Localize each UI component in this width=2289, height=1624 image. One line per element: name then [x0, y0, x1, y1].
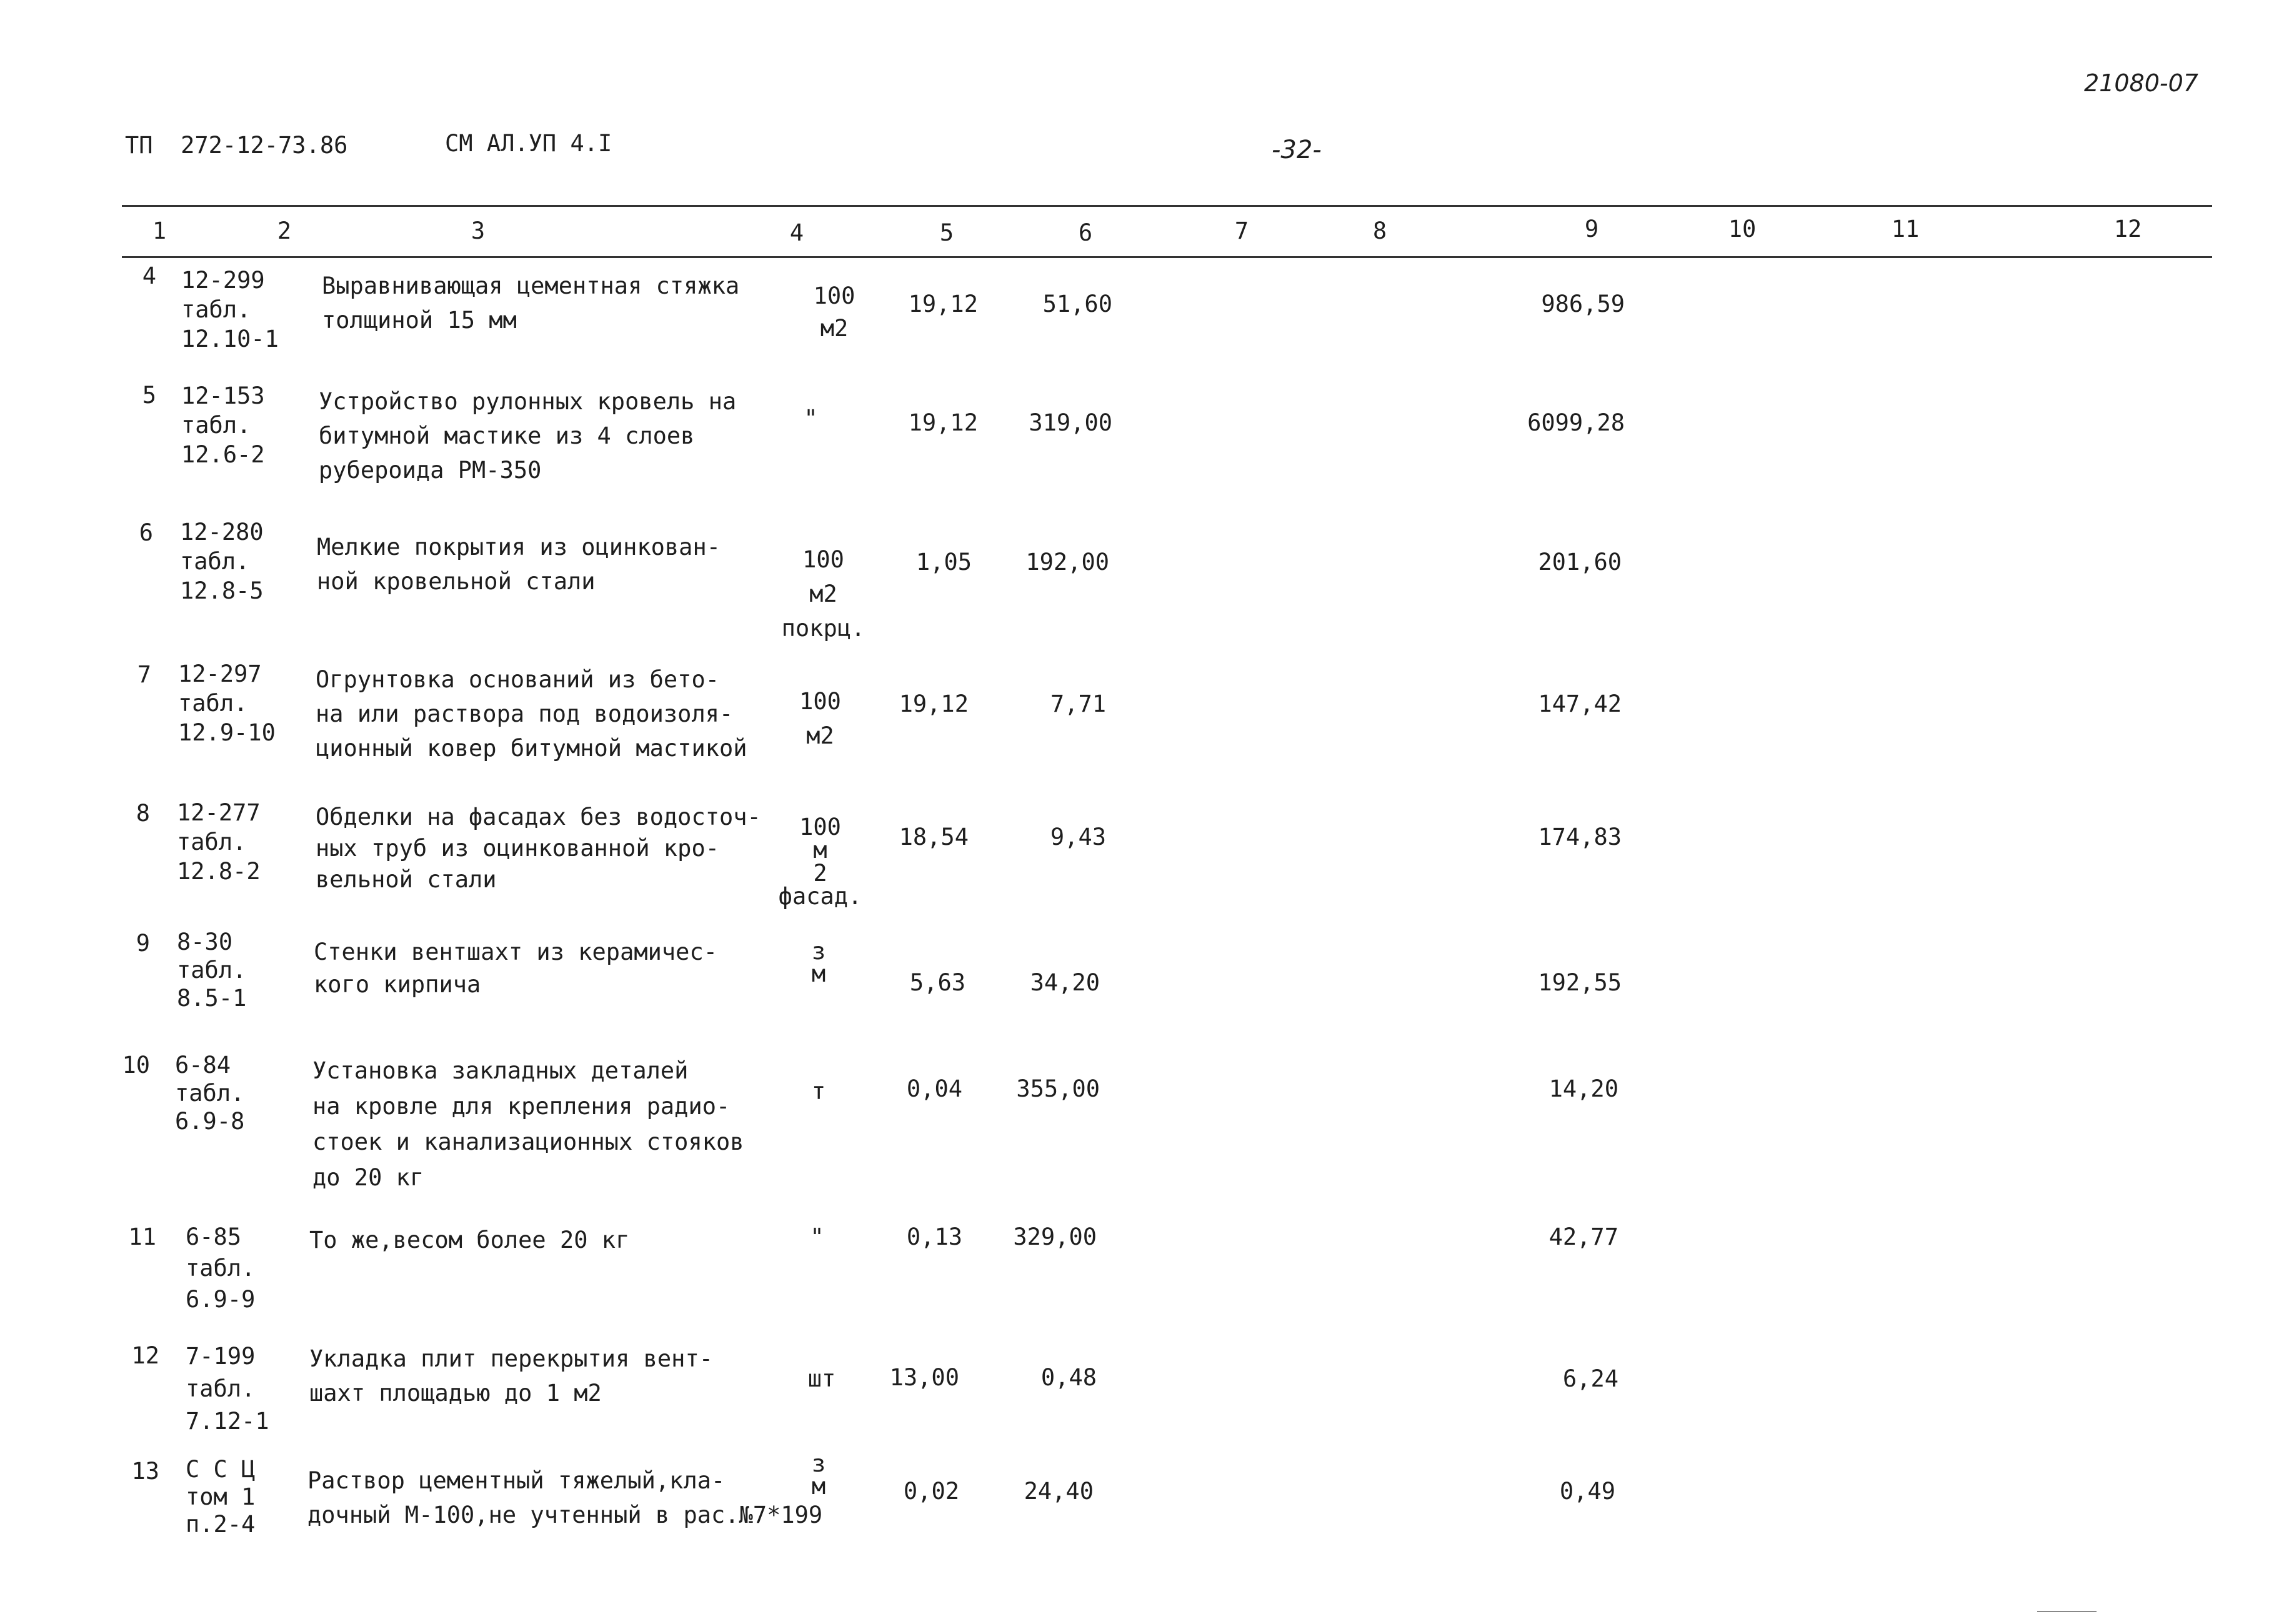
quantity: 0,04	[906, 1075, 962, 1102]
row-number: 6	[139, 519, 153, 546]
unit-price: 7,71	[1050, 690, 1106, 717]
row-number: 8	[136, 800, 150, 827]
total-cost: 174,83	[1538, 824, 1622, 850]
quantity: 1,05	[915, 549, 972, 575]
work-description: Выравнивающая цементная стяжка толщиной 15 мм	[322, 272, 740, 334]
column-header-11: 11	[1891, 216, 1920, 242]
column-header-6: 6	[1078, 219, 1093, 246]
work-description: Стенки вентшахт из керамичес- кого кирпича	[314, 939, 718, 998]
unit-of-measure: з м	[811, 938, 826, 987]
unit-of-measure: шт	[807, 1365, 836, 1392]
rate-code: 6-85 табл. 6.9-9	[186, 1223, 256, 1313]
page-number: -32-	[1272, 136, 1322, 164]
unit-price: 355,00	[1016, 1075, 1100, 1102]
work-description: Огрунтовка оснований из бето- на или раствора под водоизоля- ционный ковер битумной мастикой	[316, 666, 747, 762]
unit-price: 0,48	[1040, 1364, 1097, 1391]
quantity: 5,63	[909, 969, 965, 996]
rate-code: 12-299 табл. 12.10-1	[181, 267, 279, 352]
work-description: Обделки на фасадах без водосточ- ных труб из оцинкованной кро- вельной стали	[316, 804, 761, 893]
quantity: 0,02	[903, 1478, 959, 1505]
work-description: Укладка плит перекрытия вент- шахт площадью до 1 м2	[309, 1345, 714, 1407]
row-number: 5	[142, 382, 156, 409]
column-header-5: 5	[939, 219, 954, 246]
quantity: 19,12	[899, 690, 969, 717]
rate-code: 12-153 табл. 12.6-2	[181, 382, 265, 468]
total-cost: 201,60	[1538, 549, 1622, 575]
column-header-4: 4	[789, 219, 804, 246]
column-header-8: 8	[1372, 217, 1387, 244]
work-description: Мелкие покрытия из оцинкован- ной кровельной стали	[317, 534, 721, 595]
unit-price: 319,00	[1029, 409, 1112, 436]
quantity: 19,12	[908, 409, 978, 436]
rate-code: С С Ц том 1 п.2-4	[186, 1456, 256, 1538]
unit-price: 192,00	[1025, 549, 1109, 575]
unit-of-measure: 100 м2	[799, 688, 841, 749]
row-number: 12	[131, 1342, 159, 1369]
quantity: 19,12	[908, 291, 978, 317]
column-header-10: 10	[1728, 216, 1757, 242]
total-cost: 0,49	[1559, 1478, 1615, 1505]
row-number: 9	[136, 930, 150, 957]
work-description: То же,весом более 20 кг	[309, 1227, 630, 1253]
unit-price: 24,40	[1024, 1478, 1094, 1505]
unit-of-measure: 100 м2	[813, 282, 855, 342]
rate-code: 12-280 табл. 12.8-5	[180, 519, 264, 604]
total-cost: 6,24	[1562, 1365, 1618, 1392]
work-description: Раствор цементный тяжелый,кла- дочный М-100,не учтенный в рас.№7*199	[307, 1467, 823, 1528]
column-header-3: 3	[471, 217, 486, 244]
row-number: 7	[137, 661, 151, 688]
column-header-rule	[122, 256, 2212, 258]
rate-code: 12-277 табл. 12.8-2	[177, 799, 261, 885]
unit-of-measure: 100 м 2 фасад.	[778, 814, 862, 910]
column-header-9: 9	[1584, 216, 1599, 242]
unit-price: 34,20	[1030, 969, 1100, 996]
row-number: 10	[122, 1052, 150, 1079]
archive-stamp: 21080-07	[2084, 69, 2198, 97]
rate-code: 8-30 табл. 8.5-1	[177, 929, 247, 1012]
quantity: 13,00	[889, 1364, 959, 1391]
work-description: Устройство рулонных кровель на битумной мастике из 4 слоев рубероида РМ-350	[319, 388, 737, 484]
total-cost: 192,55	[1538, 969, 1622, 996]
work-description: Установка закладных деталей на кровле для крепления радио- стоек и канализационных стояков до 20 кг	[312, 1057, 744, 1191]
unit-price: 51,60	[1042, 291, 1112, 317]
series-code: СМ АЛ.УП 4.I	[445, 130, 612, 157]
total-cost: 147,42	[1538, 690, 1622, 717]
row-number: 4	[142, 262, 156, 289]
unit-price: 329,00	[1013, 1223, 1097, 1250]
unit-of-measure: 100 м2 покрц.	[781, 546, 865, 642]
quantity: 18,54	[899, 824, 969, 850]
document-code: ТП 272-12-73.86	[125, 132, 348, 159]
total-cost: 6099,28	[1527, 409, 1625, 436]
unit-of-measure: з м	[811, 1450, 826, 1500]
footer-mark	[2037, 1611, 2097, 1612]
total-cost: 14,20	[1548, 1075, 1618, 1102]
unit-of-measure: т	[811, 1078, 826, 1105]
column-header-2: 2	[277, 217, 292, 244]
row-number: 11	[128, 1223, 156, 1250]
column-header-12: 12	[2113, 216, 2142, 242]
unit-of-measure: "	[810, 1223, 824, 1250]
unit-price: 9,43	[1050, 824, 1106, 850]
total-cost: 42,77	[1548, 1223, 1618, 1250]
column-header-1: 1	[152, 217, 167, 244]
rate-code: 7-199 табл. 7.12-1	[186, 1343, 269, 1435]
unit-of-measure: "	[804, 405, 818, 432]
column-header-7: 7	[1234, 217, 1249, 244]
total-cost: 986,59	[1541, 291, 1625, 317]
rate-code: 6-84 табл. 6.9-8	[175, 1052, 245, 1135]
row-number: 13	[131, 1458, 159, 1485]
rate-code: 12-297 табл. 12.9-10	[178, 660, 276, 746]
table-top-rule	[122, 205, 2212, 207]
quantity: 0,13	[906, 1223, 962, 1250]
